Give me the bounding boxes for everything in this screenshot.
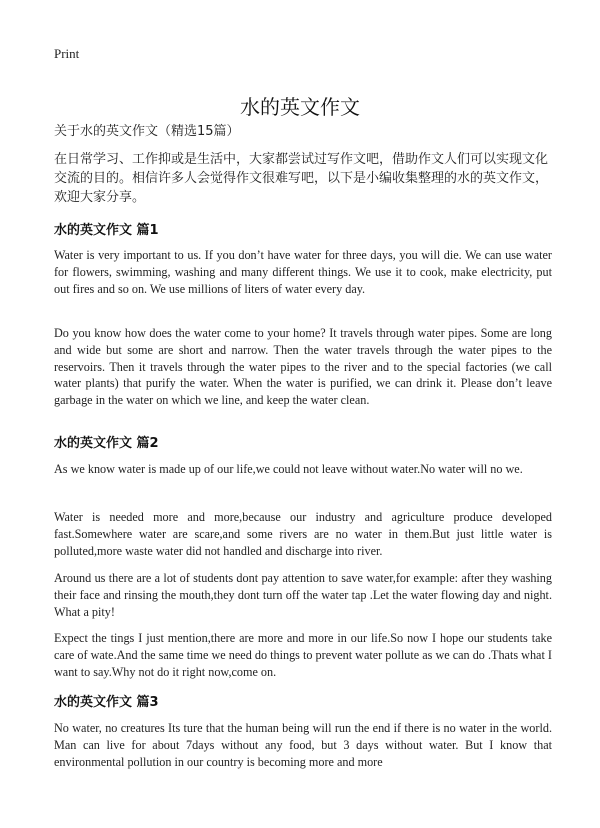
intro-paragraph: 在日常学习、工作抑或是生活中，大家都尝试过写作文吧，借助作文人们可以实现文化交流的目的。相信许多人会觉得作文很难写吧，以下是小编收集整理的水的英文作文，欢迎大家分享。 [54,152,549,205]
page-title: 水的英文作文 [240,95,360,120]
print-link[interactable]: Print [54,46,80,61]
essay-paragraph: Water is needed more and more,because our industry and agriculture produce developed fast.Somewhere water are scare,and some rivers are no water in them.But just little water is polluted,more waste water did not handled and discharge into river. [54,510,552,558]
section-heading: 水的英文作文 篇2 [54,436,159,451]
essay-paragraph: Around us there are a lot of students dont pay attention to save water,for example: after they washing their face and rinsing the mouth,they dont turn off the water tap .Let the water flowing day and night. What a pity! [54,571,552,619]
essay-paragraph: Expect the tings I just mention,there are more and more in our life.So now I hope our students take care of wate.And the same time we need do things to prevent water pollute as we can do .Thats what I want to say.Why not do it right now,come on. [54,631,552,679]
section-heading: 水的英文作文 篇1 [54,223,159,238]
essay-paragraph: As we know water is made up of our life,we could not leave without water.No water will no we. [54,462,523,476]
essay-paragraph: No water, no creatures Its ture that the human being will run the end if there is no water in the world. Man can live for about 7days without any food, but 3 days without water. But I know that environmental pollution in our country is becoming more and more [54,721,552,769]
essay-paragraph: Water is very important to us. If you don’t have water for three days, you will die. We can use water for flowers, swimming, washing and many different things. We use it to cook, make electricity, put out fires and so on. We use millions of liters of water every day. [54,248,552,296]
essay-paragraph: Do you know how does the water come to your home? It travels through water pipes. Some are long and wide but some are short and narrow. Then the water travels through the water pipes to the reservoirs. Then it travels through the water pipes to the river and to the special factories (we call water plants) that purify the water. When the water is purified, we can drink it. Please don’t leave garbage in the water on which we line, and keep the water clean. [54,326,552,408]
page-subtitle: 关于水的英文作文（精选15篇） [54,124,240,139]
section-heading: 水的英文作文 篇3 [54,695,159,710]
